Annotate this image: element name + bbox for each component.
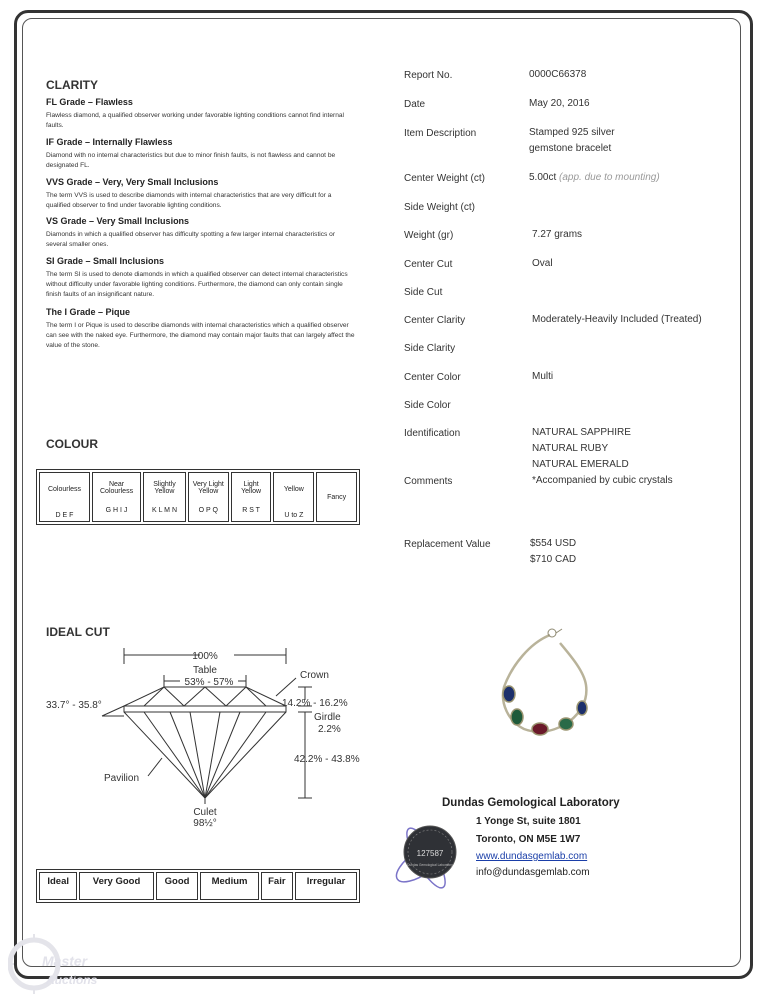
field-label-identification: Identification [404, 428, 461, 439]
colour-name: Yellow [283, 485, 304, 493]
colour-grades: K L M N [151, 506, 178, 514]
colour-cell-near-colourless [92, 472, 141, 522]
colour-cell-very-light-yellow [188, 472, 229, 522]
svg-text:Auctions: Auctions [46, 973, 98, 987]
field-value-replacement-cad: $710 CAD [530, 554, 577, 565]
field-value-identification-1: NATURAL SAPPHIRE [532, 427, 631, 438]
field-label-replacement-value: Replacement Value [404, 539, 491, 550]
sapphire-stone [503, 686, 515, 702]
field-value-center-clarity: Moderately-Heavily Included (Treated) [532, 314, 702, 325]
colour-name: Very Light Yellow [192, 480, 224, 495]
field-label-report-no: Report No. [404, 70, 453, 81]
svg-text:Master: Master [42, 953, 88, 969]
diamond-cut-diagram [40, 640, 370, 830]
field-label-date: Date [404, 99, 426, 110]
seal-text: Dundas Gemological Laboratory [407, 863, 453, 867]
sapphire-stone-2 [577, 701, 587, 715]
grade-desc-si: The term SI is used to denote diamonds in which a qualified observer can detect internal characteristics without difficulty under favorable lighting conditions. Furthermore, the diamond can only contain single finish faults of an insignificant nature. [46, 271, 348, 298]
colour-scale-table [36, 469, 360, 525]
field-value-report-no: 0000C66378 [529, 69, 587, 80]
field-value-identification-2: NATURAL RUBY [532, 443, 609, 454]
emerald-stone [511, 709, 523, 725]
grade-title-si: SI Grade – Small Inclusions [46, 256, 165, 266]
grade-title-vvs: VVS Grade – Very, Very Small Inclusions [46, 177, 219, 187]
colour-grades: O P Q [198, 506, 218, 514]
field-label-side-weight: Side Weight (ct) [404, 202, 475, 213]
lab-address-2: Toronto, ON M5E 1W7 [476, 834, 581, 845]
colour-cell-colourless [39, 472, 90, 522]
clarity-heading: CLARITY [46, 78, 98, 92]
cut-grade-table [36, 869, 360, 903]
colour-cell-light-yellow [231, 472, 272, 522]
colour-name: Near Colourless [100, 480, 134, 495]
cut-grade-medium: Medium [200, 872, 258, 900]
grade-desc-vvs: The term VVS is used to describe diamonds with internal characteristics that are very difficult for a qualified observer to find under favorable lighting conditions. [46, 192, 332, 209]
lab-seal [382, 806, 474, 906]
field-label-side-clarity: Side Clarity [404, 343, 456, 354]
field-label-center-clarity: Center Clarity [404, 315, 466, 326]
field-value-item-description-2: gemstone bracelet [529, 143, 612, 154]
field-label-item-description: Item Description [404, 128, 477, 139]
lab-website-link[interactable]: www.dundasgemlab.com [476, 851, 588, 862]
colour-grades: R S T [242, 506, 260, 514]
cut-grade-very-good: Very Good [79, 872, 153, 900]
colour-grades: D E F [55, 511, 74, 519]
colour-grades: U to Z [284, 511, 304, 519]
cut-label-crown: Crown [300, 670, 329, 681]
cut-grade-irregular: Irregular [295, 872, 357, 900]
grade-title-if: IF Grade – Internally Flawless [46, 137, 173, 147]
colour-name: Colourless [47, 485, 82, 493]
grade-desc-if: Diamond with no internal characteristics but due to minor finish faults, is not flawless and cannot be designated FL. [46, 152, 336, 169]
lab-name: Dundas Gemological Laboratory [442, 797, 620, 809]
field-label-center-color: Center Color [404, 372, 461, 383]
center-weight-value: 5.00ct [529, 172, 557, 183]
colour-name: Fancy [327, 493, 347, 501]
field-label-center-weight: Center Weight (ct) [404, 173, 485, 184]
cut-grade-fair: Fair [261, 872, 294, 900]
seal-number: 127587 [416, 849, 444, 858]
emerald-stone-2 [559, 718, 573, 730]
cut-label-pavilion: Pavilion [104, 773, 140, 784]
colour-grades: G H I J [105, 506, 128, 514]
watermark-logo [8, 930, 118, 996]
cut-label-width: 100% [192, 651, 218, 662]
grade-desc-vs: Diamonds in which a qualified observer has difficulty spotting a few larger internal characteristics or several smaller ones. [46, 231, 336, 248]
cut-label-girdle-pct: 2.2% [318, 724, 341, 735]
cut-label-girdle: Girdle [314, 712, 341, 723]
field-value-center-cut: Oval [532, 258, 553, 269]
cut-grade-good: Good [156, 872, 199, 900]
grade-title-fl: FL Grade – Flawless [46, 97, 133, 107]
field-value-identification-3: NATURAL EMERALD [532, 459, 629, 470]
field-label-center-cut: Center Cut [404, 259, 453, 270]
cut-label-culet: Culet [193, 807, 217, 818]
cut-label-culet-pct: 98½° [193, 818, 217, 829]
lab-email: info@dundasgemlab.com [476, 867, 590, 878]
field-value-center-color: Multi [532, 371, 554, 382]
ruby-stone [532, 723, 548, 735]
field-value-comments: *Accompanied by cubic crystals [532, 475, 673, 486]
cut-label-table-range: 53% - 57% [184, 677, 234, 688]
ideal-cut-heading: IDEAL CUT [46, 625, 110, 639]
colour-cell-fancy [316, 472, 357, 522]
field-value-weight-gr: 7.27 grams [532, 229, 583, 240]
colour-heading: COLOUR [46, 437, 98, 451]
colour-cell-yellow [273, 472, 314, 522]
center-weight-note: (app. due to mounting) [559, 172, 660, 183]
field-label-comments: Comments [404, 476, 453, 487]
field-label-side-cut: Side Cut [404, 287, 443, 298]
grade-title-vs: VS Grade – Very Small Inclusions [46, 216, 190, 226]
cut-label-crown-height: 14.2% - 16.2% [282, 698, 348, 709]
colour-name: Light Yellow [241, 480, 262, 495]
field-label-weight-gr: Weight (gr) [404, 230, 454, 241]
bracelet-photo [490, 625, 600, 745]
field-value-center-weight [529, 170, 660, 186]
field-label-side-color: Side Color [404, 400, 451, 411]
colour-name: Slightly Yellow [153, 480, 176, 495]
grade-desc-i: The term I or Pique is used to describe diamonds with internal characteristics which a qualified observer can see with the naked eye. Furthermore, the diamond may contain major faults that can largely affect the value of the stone. [46, 322, 355, 349]
cut-grade-ideal: Ideal [39, 872, 77, 900]
lab-address-1: 1 Yonge St, suite 1801 [476, 816, 581, 827]
grade-title-i: The I Grade – Pique [46, 307, 131, 317]
cut-label-pavilion-depth: 42.2% - 43.8% [294, 754, 360, 765]
field-value-date: May 20, 2016 [529, 98, 590, 109]
grade-desc-fl: Flawless diamond, a qualified observer working under favorable lighting conditions cannot find internal faults. [46, 112, 344, 129]
colour-cell-slightly-yellow [143, 472, 186, 522]
cut-label-crown-angle: 33.7° - 35.8° [46, 700, 102, 711]
field-value-item-description-1: Stamped 925 silver [529, 127, 615, 138]
field-value-replacement-usd: $554 USD [530, 538, 577, 549]
cut-label-table: Table [193, 665, 217, 676]
